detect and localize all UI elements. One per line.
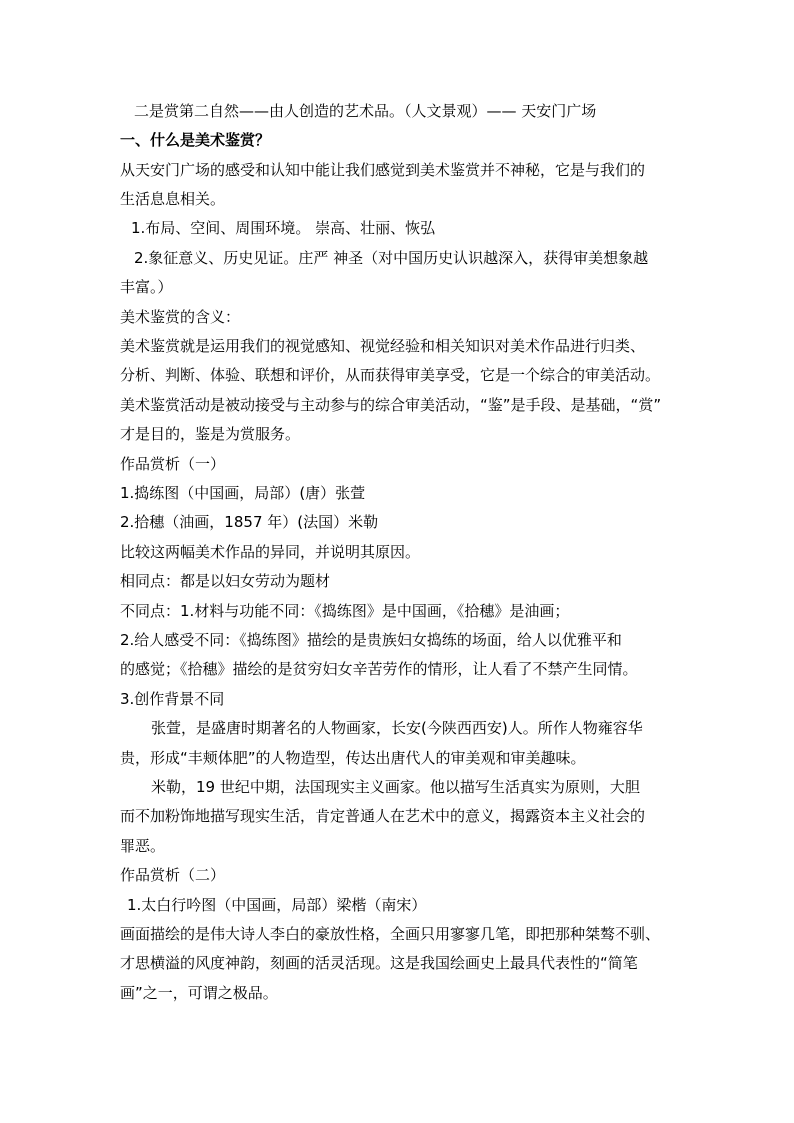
list-item: 1.太白行吟图（中国画，局部）梁楷（南宋） bbox=[127, 896, 427, 914]
paragraph-line: 分析、判断、体验、联想和评价，从而获得审美享受，它是一个综合的审美活动。 bbox=[120, 366, 661, 384]
paragraph-line: 从天安门广场的感受和认知中能让我们感觉到美术鉴赏并不神秘，它是与我们的 bbox=[120, 161, 646, 179]
paragraph-line: 贵，形成“丰颊体肥”的人物造型，传达出唐代人的审美观和审美趣味。 bbox=[120, 749, 586, 767]
list-item: 1.捣练图（中国画，局部）(唐）张萱 bbox=[120, 484, 366, 502]
paragraph-line: 罪恶。 bbox=[120, 837, 166, 855]
paragraph-line: 相同点：都是以妇女劳动为题材 bbox=[120, 572, 331, 590]
list-item: 2.拾穗（油画，1857 年）(法国）米勒 bbox=[120, 513, 379, 531]
paragraph-line: 美术鉴赏活动是被动接受与主动参与的综合审美活动，“鉴”是手段、是基础，“赏” bbox=[120, 396, 662, 414]
paragraph-line: 丰富。） bbox=[120, 278, 173, 296]
paragraph-line: 3.创作背景不同 bbox=[120, 690, 225, 708]
list-item: 2.象征意义、历史见证。庄严 神圣（对中国历史认识越深入，获得审美想象越 bbox=[134, 249, 649, 267]
paragraph-line: 画面描绘的是伟大诗人李白的豪放性格，全画只用寥寥几笔，即把那种桀骜不驯、 bbox=[120, 925, 661, 943]
paragraph-line: 张萱，是盛唐时期著名的人物画家，长安(今陕西西安)人。所作人物雍容华 bbox=[151, 719, 643, 737]
paragraph-line: 不同点：1.材料与功能不同：《捣练图》是中国画，《拾穗》是油画； bbox=[120, 602, 570, 620]
paragraph-line: 2.给人感受不同：《捣练图》描绘的是贵族妇女捣练的场面，给人以优雅平和 bbox=[120, 631, 622, 649]
paragraph-line: 米勒，19 世纪中期，法国现实主义画家。他以描写生活真实为原则，大胆 bbox=[151, 778, 640, 796]
subheading: 美术鉴赏的含义： bbox=[120, 308, 241, 326]
paragraph-line: 的感觉；《拾穗》描绘的是贫穷妇女辛苦劳作的情形，让人看了不禁产生同情。 bbox=[120, 660, 638, 678]
paragraph-line: 画”之一，可谓之极品。 bbox=[120, 984, 278, 1002]
paragraph-line: 才是目的，鉴是为赏服务。 bbox=[120, 425, 301, 443]
paragraph-line: 生活息息相关。 bbox=[120, 190, 226, 208]
paragraph-line: 比较这两幅美术作品的异同，并说明其原因。 bbox=[120, 543, 421, 561]
paragraph-line: 美术鉴赏就是运用我们的视觉感知、视觉经验和相关知识对美术作品进行归类、 bbox=[120, 337, 646, 355]
subheading: 作品赏析（一） bbox=[120, 455, 226, 473]
section-heading: 一、什么是美术鉴赏？ bbox=[120, 131, 271, 149]
list-item: 1.布局、空间、周围环境。 崇高、壮丽、恢弘 bbox=[131, 219, 436, 237]
subheading: 作品赏析（二） bbox=[120, 866, 226, 884]
paragraph-line: 才思横溢的风度神韵，刻画的活灵活现。这是我国绘画史上最具代表性的“简笔 bbox=[120, 954, 638, 972]
intro-line: 二是赏第二自然——由人创造的艺术品。（人文景观）—— 天安门广场 bbox=[134, 102, 597, 120]
paragraph-line: 而不加粉饰地描写现实生活，肯定普通人在艺术中的意义，揭露资本主义社会的 bbox=[120, 807, 646, 825]
